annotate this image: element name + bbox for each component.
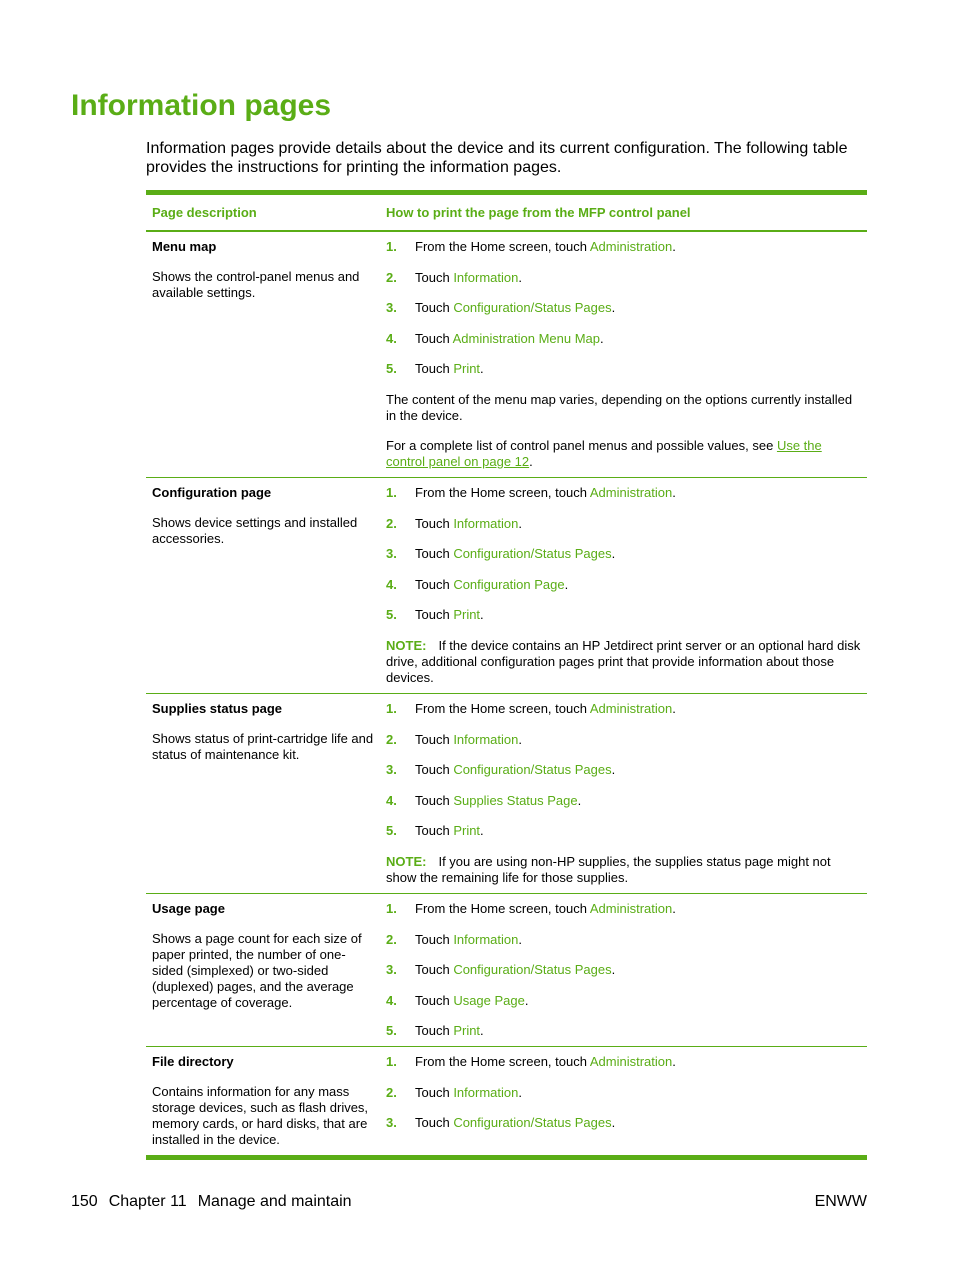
menu-item-link: Administration — [589, 900, 673, 916]
step-text: Touch — [415, 931, 454, 947]
step-suffix: . — [611, 546, 616, 562]
step-text: Touch — [415, 576, 454, 592]
information-pages-table — [146, 190, 867, 1160]
step-suffix: . — [611, 300, 616, 316]
step-text: Touch — [415, 330, 453, 346]
menu-item-link: Administration Menu Map — [452, 330, 600, 346]
menu-item-link: Supplies Status Page — [453, 792, 578, 808]
menu-item-link: Configuration/Status Pages — [453, 762, 612, 778]
row-description: Shows a page count for each size of paper printed, the number of one-sided (simplexed) or two-sided (duplexed) pages, and the average percentage of coverage. — [152, 930, 362, 1010]
step-item — [386, 577, 861, 593]
step-number: 1. — [386, 700, 397, 716]
menu-item-link: Print — [453, 607, 481, 623]
step-item — [386, 793, 861, 809]
step-number: 3. — [386, 300, 397, 316]
step-item — [386, 1054, 861, 1070]
note-text: If the device contains an HP Jetdirect print server or an optional hard disk drive, additional configuration pages print that provide information about those devices. — [386, 637, 861, 685]
menu-item-link: Print — [453, 1023, 481, 1039]
xref-suffix: . — [529, 453, 533, 469]
step-text: Touch — [415, 1115, 454, 1131]
step-text: Touch — [415, 992, 454, 1008]
step-suffix: . — [518, 269, 522, 285]
step-item — [386, 361, 861, 377]
note-label: NOTE: — [386, 853, 427, 869]
header-how-to-print: How to print the page from the MFP control panel — [386, 205, 691, 220]
step-suffix: . — [480, 361, 484, 377]
step-text: From the Home screen, touch — [415, 484, 590, 500]
step-text: From the Home screen, touch — [415, 239, 590, 254]
step-suffix: . — [672, 1054, 676, 1070]
page-description-cell — [146, 693, 380, 893]
step-text: Touch — [415, 792, 454, 808]
step-number: 5. — [386, 823, 397, 839]
use-control-panel-link[interactable]: Use the control panel on page 12 — [386, 437, 822, 469]
step-text: Touch — [415, 962, 454, 978]
row-title: File directory — [152, 1054, 234, 1070]
step-text: Touch — [415, 361, 454, 377]
note — [386, 638, 861, 686]
page-description-cell — [146, 477, 380, 693]
step-text: From the Home screen, touch — [415, 700, 590, 716]
step-text: Touch — [415, 607, 454, 623]
step-number: 5. — [386, 361, 397, 377]
step-suffix: . — [518, 731, 522, 747]
step-number: 5. — [386, 1023, 397, 1039]
step-suffix: . — [480, 607, 484, 623]
step-suffix: . — [600, 330, 604, 346]
xref-prefix: For a complete list of control panel menus and possible values, see — [386, 437, 777, 453]
menu-item-link: Administration — [589, 484, 673, 500]
step-item — [386, 485, 861, 501]
step-text: Touch — [415, 1084, 454, 1100]
step-suffix: . — [518, 1084, 522, 1100]
step-number: 1. — [386, 484, 397, 500]
step-item — [386, 300, 861, 316]
step-suffix: . — [524, 992, 529, 1008]
page-description-cell — [146, 1047, 380, 1158]
step-text: From the Home screen, touch — [415, 900, 590, 916]
row-title: Usage page — [152, 900, 225, 916]
step-number: 2. — [386, 515, 397, 531]
step-suffix: . — [672, 239, 676, 254]
menu-item-link: Administration — [589, 239, 673, 254]
step-number: 2. — [386, 931, 397, 947]
step-suffix: . — [577, 792, 582, 808]
instructions-cell — [380, 693, 867, 893]
menu-item-link: Configuration/Status Pages — [453, 546, 612, 562]
step-item — [386, 607, 861, 623]
instructions-cell — [380, 893, 867, 1046]
step-item — [386, 993, 861, 1009]
step-number: 2. — [386, 731, 397, 747]
step-item — [386, 732, 861, 748]
table-row — [146, 477, 867, 693]
step-number: 1. — [386, 1054, 397, 1070]
step-item — [386, 823, 861, 839]
step-item — [386, 1023, 861, 1039]
step-item — [386, 932, 861, 948]
menu-item-link: Administration — [589, 700, 673, 716]
step-item — [386, 1085, 861, 1101]
instructions-cell — [380, 231, 867, 477]
step-number: 4. — [386, 330, 397, 346]
instructions-cell — [380, 1047, 867, 1158]
cross-reference-paragraph — [386, 438, 861, 470]
step-suffix: . — [518, 931, 522, 947]
step-text: Touch — [415, 1023, 454, 1039]
step-item — [386, 701, 861, 717]
menu-item-link: Configuration/Status Pages — [453, 300, 612, 316]
step-item — [386, 239, 861, 255]
menu-item-link: Print — [453, 361, 481, 377]
step-text: Touch — [415, 546, 454, 562]
table-header-row — [146, 193, 867, 232]
table-row — [146, 231, 867, 477]
step-text: Touch — [415, 762, 454, 778]
step-suffix: . — [611, 962, 616, 978]
menu-map-note-paragraph: The content of the menu map varies, depending on the options currently installed in the device. — [386, 391, 853, 423]
step-text: Touch — [415, 731, 454, 747]
step-item — [386, 762, 861, 778]
step-number: 4. — [386, 576, 397, 592]
step-suffix: . — [564, 576, 569, 592]
steps-list — [386, 1054, 861, 1131]
step-suffix: . — [672, 484, 676, 500]
table-row — [146, 893, 867, 1046]
steps-list — [386, 701, 861, 839]
menu-item-link: Information — [453, 731, 519, 747]
step-number: 4. — [386, 992, 397, 1008]
row-description: Shows device settings and installed accessories. — [152, 514, 358, 546]
step-suffix: . — [611, 762, 616, 778]
page-footer-right: ENWW — [814, 1193, 867, 1210]
menu-item-link: Print — [453, 823, 481, 839]
table-row — [146, 693, 867, 893]
step-number: 1. — [386, 239, 397, 254]
step-text: Touch — [415, 823, 454, 839]
step-number: 2. — [386, 269, 397, 285]
step-suffix: . — [480, 1023, 484, 1039]
row-title: Menu map — [152, 239, 217, 254]
menu-item-link: Configuration Page — [453, 576, 565, 592]
step-text: Touch — [415, 515, 454, 531]
step-suffix: . — [518, 515, 522, 531]
step-number: 3. — [386, 962, 397, 978]
step-item — [386, 1115, 861, 1131]
instructions-cell — [380, 477, 867, 693]
page-number: 150 — [71, 1193, 98, 1210]
note — [386, 854, 861, 886]
step-number: 5. — [386, 607, 397, 623]
table-row — [146, 1047, 867, 1158]
menu-item-link: Usage Page — [453, 992, 525, 1008]
row-description: Shows the control-panel menus and available settings. — [152, 269, 360, 300]
steps-list — [386, 239, 861, 377]
page-description-cell — [146, 893, 380, 1046]
step-item — [386, 270, 861, 286]
step-number: 2. — [386, 1084, 397, 1100]
row-description: Shows status of print-cartridge life and status of maintenance kit. — [152, 730, 374, 762]
row-description: Contains information for any mass storage devices, such as flash drives, memory cards, or hard disks, that are installed in the device. — [152, 1084, 369, 1148]
note-text: If you are using non-HP supplies, the supplies status page might not show the remaining life for those supplies. — [386, 853, 831, 885]
step-number: 3. — [386, 546, 397, 562]
step-number: 3. — [386, 1115, 397, 1131]
step-text: Touch — [415, 269, 454, 285]
page-footer-left — [71, 1193, 352, 1211]
step-number: 4. — [386, 792, 397, 808]
step-item — [386, 546, 861, 562]
header-page-description: Page description — [152, 205, 257, 220]
row-title: Supplies status page — [152, 700, 283, 716]
menu-item-link: Information — [453, 1084, 519, 1100]
menu-item-link: Administration — [589, 1054, 673, 1070]
chapter-title: Manage and maintain — [197, 1193, 352, 1210]
step-text: Touch — [415, 300, 454, 316]
step-suffix: . — [611, 1115, 616, 1131]
steps-list — [386, 901, 861, 1039]
step-suffix: . — [672, 700, 676, 716]
step-item — [386, 901, 861, 917]
step-item — [386, 331, 861, 347]
row-title: Configuration page — [152, 484, 272, 500]
step-suffix: . — [480, 823, 484, 839]
page-title: Information pages — [71, 89, 332, 122]
step-item — [386, 516, 861, 532]
step-item — [386, 962, 861, 978]
step-text: From the Home screen, touch — [415, 1054, 590, 1070]
step-number: 1. — [386, 900, 397, 916]
chapter-label: Chapter 11 — [108, 1193, 187, 1210]
menu-item-link: Information — [453, 931, 519, 947]
steps-list — [386, 485, 861, 623]
intro-paragraph: Information pages provide details about the device and its current configuration. The following table provides the instructions for printing the information pages. — [146, 140, 848, 176]
note-label: NOTE: — [386, 637, 427, 653]
menu-item-link: Information — [453, 269, 519, 285]
menu-item-link: Configuration/Status Pages — [453, 962, 612, 978]
step-suffix: . — [672, 900, 676, 916]
menu-item-link: Information — [453, 515, 519, 531]
step-number: 3. — [386, 762, 397, 778]
menu-item-link: Configuration/Status Pages — [453, 1115, 612, 1131]
page-description-cell — [146, 231, 380, 477]
